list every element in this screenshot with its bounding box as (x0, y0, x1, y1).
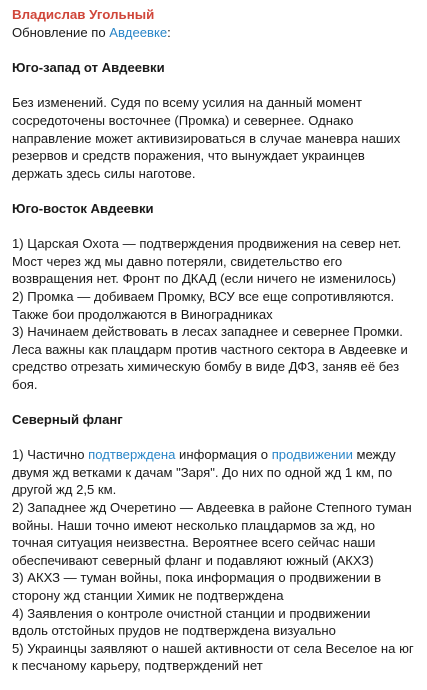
spacer (12, 429, 415, 447)
text-line: другой жд 2,5 км. (12, 482, 117, 498)
section-heading-southwest: Юго-запад от Авдеевки (12, 60, 165, 76)
text-line: боя. (12, 376, 38, 392)
avdeevka-hashtag-link[interactable]: Авдеевке (109, 25, 168, 40)
text-line: возвращения нет. Фронт по ДКАД (если ничего не изменилось) (12, 271, 397, 287)
text-line: держать здесь силы наготове. (12, 165, 196, 181)
text-line-with-links (12, 446, 415, 464)
text-line: направление может активизироваться в случае маневра наших (12, 130, 401, 146)
section-heading-southeast: Юго-восток Авдеевки (12, 200, 154, 216)
text-fragment: между (352, 447, 396, 463)
text-line: сосредоточены восточнее (Промка) и севернее. Однако (12, 112, 354, 128)
section-text-southwest (12, 94, 415, 182)
text-line: двумя жд ветками к дачам "Заря". До них по одной жд 1 км, по (12, 464, 393, 480)
advance-link[interactable]: продвижении (271, 447, 353, 463)
section-heading-north-flank: Северный фланг (12, 412, 123, 428)
intro-suffix: : (167, 25, 171, 40)
text-line: 2) Западнее жд Очеретино — Авдеевка в районе Степного туман (12, 500, 412, 516)
text-line: Также бои продолжаются в Виноградниках (12, 306, 273, 322)
spacer (12, 42, 415, 60)
text-line: 1) Царская Охота — подтверждения продвижения на север нет. (12, 236, 402, 252)
intro-line (12, 24, 415, 42)
intro-prefix: Обновление по (12, 25, 110, 40)
spacer (12, 393, 415, 411)
text-line: обеспечивают северный фланг и подавляют южный (АКХЗ) (12, 552, 374, 568)
text-line: к песчаному карьеру, подтверждений нет (12, 658, 263, 674)
text-line: Без изменений. Судя по всему усилия на данный момент (12, 95, 363, 111)
text-fragment: 1) Частично (12, 447, 89, 463)
text-line: 4) Заявления о контроле очистной станции и продвижении (12, 605, 371, 621)
text-line: сторону жд станции Химик не подтверждена (12, 588, 284, 603)
text-line: Мост через жд мы давно потеряли, свидетельство его (12, 253, 343, 269)
text-line: 3) Начинаем действовать в лесах западнее и севернее Промки. (12, 324, 403, 340)
text-line: вдоль отстойных прудов не подтверждена визуально (12, 623, 336, 639)
spacer (12, 182, 415, 200)
spacer (12, 77, 415, 95)
text-line: резервов и средств поражения, что вынуждает украинцев (12, 148, 365, 164)
text-line: точная ситуация неизвестна. Вероятнее всего сейчас наши (12, 535, 376, 551)
section-text-southeast (12, 235, 415, 393)
confirmed-link[interactable]: подтверждена (88, 447, 176, 463)
text-line: 5) Украинцы заявляют о нашей активности от села Веселое на юг (12, 640, 414, 656)
author-name[interactable]: Владислав Угольный (12, 7, 155, 22)
text-line: Леса важны как плацдарм против частного сектора в Авдеевке и (12, 341, 408, 357)
text-fragment: информация о (175, 447, 272, 463)
text-line: войны. Наши точно имеют несколько плацдармов за жд, но (12, 517, 375, 533)
section-text-north-flank (12, 446, 415, 675)
text-line: 3) АКХЗ — туман войны, пока информация о продвижении в (12, 570, 382, 586)
text-line: 2) Промка — добиваем Промку, ВСУ все еще сопротивляются. (12, 288, 395, 304)
text-line: средство отрезать химическую бомбу в виде ДФЗ, заняв её без (12, 359, 400, 375)
spacer (12, 218, 415, 236)
